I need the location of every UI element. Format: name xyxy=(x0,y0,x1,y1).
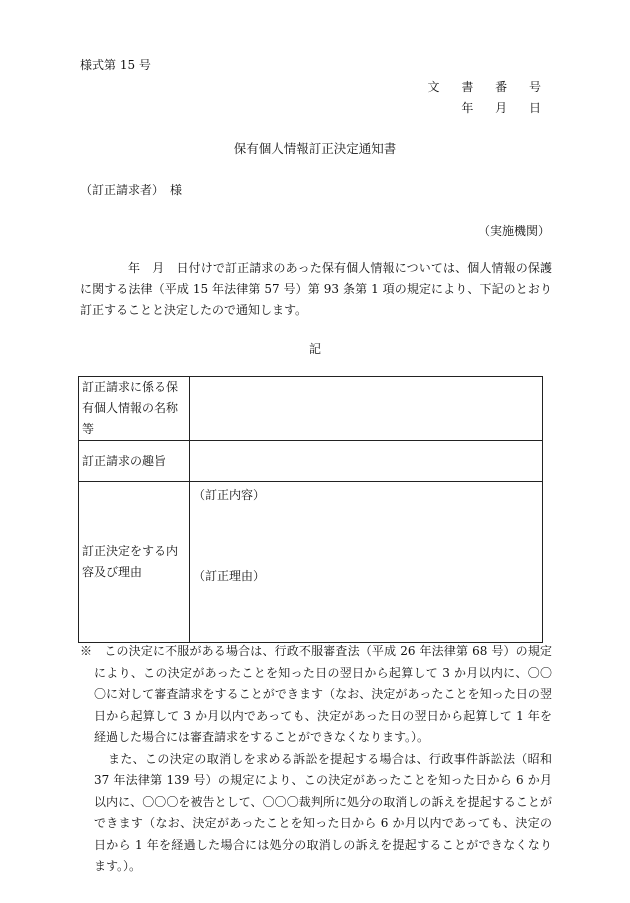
notes-section xyxy=(80,641,552,878)
sender-organization: （実施機関） xyxy=(477,224,550,238)
value-request-purpose xyxy=(190,441,543,482)
note-lawsuit: また、この決定の取消しを求める訴訟を提起する場合は、行政事件訴訟法（昭和 37 年法律第 139 号）の規定により、この決定があったことを知った日から 6 か月以内に、〇〇〇を被告として、〇〇〇裁判所に処分の取消しの訴えを提起することができます（なお、決定があったことを知った日から 6 か月以内であっても、決定の日から 1 年を経過した場合には処分の取消しの訴えを提起することができなくなります。）。 xyxy=(94,751,552,873)
addressee: （訂正請求者） 様 xyxy=(80,183,183,197)
form-number: 様式第 15 号 xyxy=(80,58,151,72)
value-information-name xyxy=(190,377,543,441)
table-row-request-purpose xyxy=(79,441,543,482)
decision-detail-table xyxy=(78,376,543,643)
table-row-information-name xyxy=(79,377,543,441)
label-correction-content-reason: 訂正決定をする内容及び理由 xyxy=(79,482,190,643)
document-title: 保有個人情報訂正決定通知書 xyxy=(233,141,397,156)
correction-reason-label: （訂正理由） xyxy=(193,569,266,583)
note-appeal: ※ この決定に不服がある場合は、行政不服審査法（平成 26 年法律第 68 号）の規定により、この決定があったことを知った日の翌日から起算して 3 か月以内に、〇〇〇に対して審査請求をすることができます（なお、決定があったことを知った日の翌日から起算して 3 か月以内であっても、決定があった日の翌日から起算して 1 年を経過した場合には審査請求をすることができなくなります。）。 xyxy=(80,644,552,744)
label-request-purpose: 訂正請求の趣旨 xyxy=(79,441,190,482)
ki-heading: 記 xyxy=(308,342,321,356)
correction-content-label: （訂正内容） xyxy=(193,488,266,502)
value-correction-content-reason xyxy=(190,482,543,643)
document-number-label: 文 書 番 号 xyxy=(427,80,550,94)
document-date-label: 年 月 日 xyxy=(461,101,550,115)
label-information-name: 訂正請求に係る保有個人情報の名称等 xyxy=(79,377,190,441)
table-row-correction-content xyxy=(79,482,543,643)
body-paragraph: 年 月 日付けで訂正請求のあった保有個人情報については、個人情報の保護に関する法律（平成 15 年法律第 57 号）第 93 条第 1 項の規定により、下記のとおり訂正することと決定したので通知します。 xyxy=(80,261,552,317)
